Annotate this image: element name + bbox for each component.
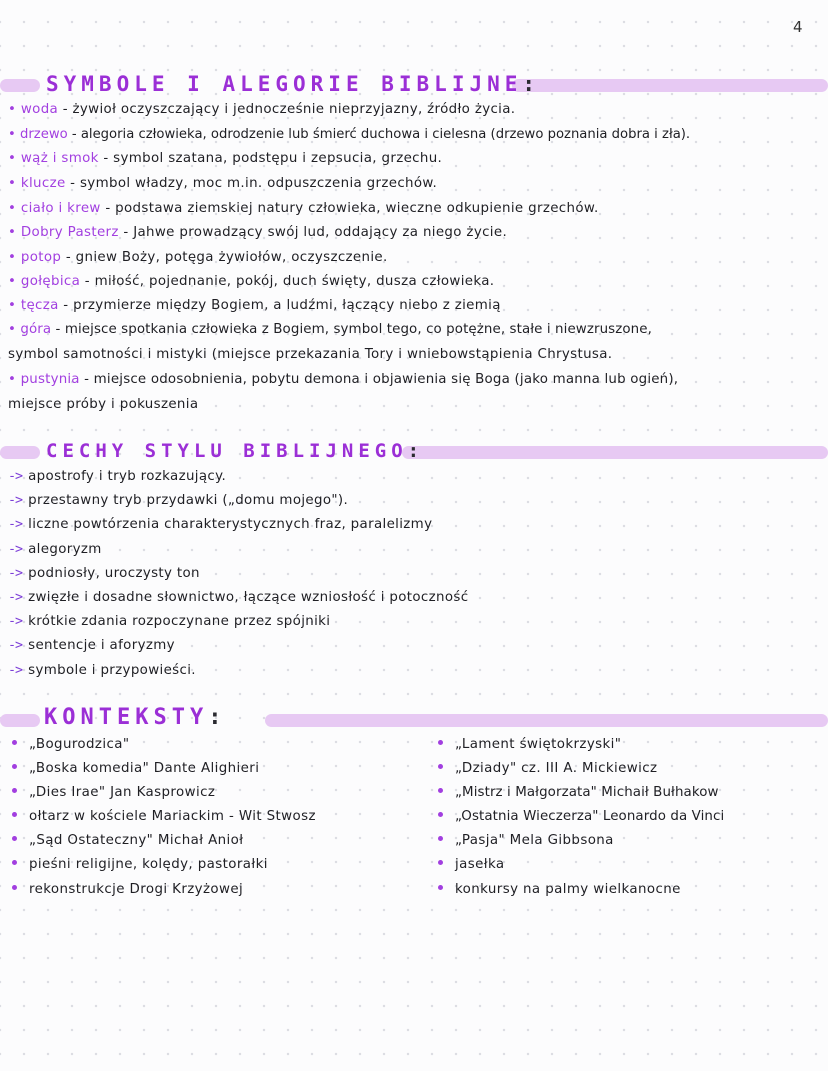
title-colon: : (407, 440, 425, 462)
section-title-symbols (46, 74, 540, 95)
arrow-icon: -> (8, 517, 23, 532)
list-item: -> krótkie zdania rozpoczynane przez spójniki (8, 614, 331, 629)
list-item: • woda - żywioł oczyszczający i jednocześnie nieprzyjazny, źródło życia. (8, 102, 516, 117)
title-word: STYLU (144, 440, 244, 462)
list-item: • drzewo - alegoria człowieka, odrodzenie lub śmierć duchowa i cielesna (drzewo poznania dobra i zła). (8, 127, 691, 142)
list-item-continuation: miejsce próby i pokuszenia (8, 397, 199, 412)
list-item: konkursy na palmy wielkanocne (438, 883, 681, 896)
title-word: KONTEKSTY (44, 705, 209, 730)
symbol-desc: symbol władzy, moc m.in. odpuszczenia grzechów. (79, 176, 438, 191)
symbol-desc: miłość, pojednanie, pokój, duch święty, dusza człowieka. (94, 274, 495, 289)
symbol-key: potop (20, 250, 62, 265)
section-band-right (512, 79, 828, 92)
list-item: jasełka (438, 858, 504, 871)
list-item: -> podniosły, uroczysty ton (8, 566, 200, 581)
section-band-right (265, 714, 828, 727)
symbol-desc: miejsce odosobnienia, pobytu demona i objawienia się Boga (jako manna lub ogień), (93, 372, 679, 387)
symbol-key: drzewo (19, 127, 68, 142)
arrow-icon: -> (8, 614, 23, 629)
bullet-icon (438, 788, 443, 793)
bullet-icon (12, 788, 17, 793)
title-word: BIBLIJNEGO (243, 440, 408, 462)
symbol-desc: miejsce spotkania człowieka z Bogiem, symbol tego, co potężne, stałe i niewzruszone, (64, 322, 652, 337)
list-item: „Mistrz i Małgorzata" Michaił Bułhakow (438, 786, 719, 799)
symbol-key: gołębica (20, 274, 81, 289)
arrow-icon: -> (8, 493, 23, 508)
list-item: „Boska komedia" Dante Alighieri (12, 762, 259, 775)
title-word: I (187, 72, 223, 96)
list-item: „Sąd Ostateczny" Michał Anioł (12, 834, 243, 847)
list-item: „Lament świętokrzyski" (438, 738, 621, 751)
bullet-icon (12, 740, 17, 745)
bullet-icon (438, 860, 443, 865)
symbol-key: Dobry Pasterz (20, 225, 119, 240)
arrow-icon: -> (8, 469, 23, 484)
list-item: -> apostrofy i tryb rozkazujący. (8, 469, 227, 484)
arrow-icon: -> (8, 542, 23, 557)
arrow-icon: -> (8, 663, 23, 678)
section-band-left (0, 79, 40, 92)
list-item: „Bogurodzica" (12, 738, 129, 751)
list-item: • pustynia - miejsce odosobnienia, pobytu demona i objawienia się Boga (jako manna lub ogień), (8, 372, 679, 387)
symbol-desc: przymierze między Bogiem, a ludźmi, łączący niebo z ziemią (73, 298, 501, 313)
bullet-icon (12, 885, 17, 890)
title-word: ALEGORIE (222, 72, 382, 96)
list-item: -> alegoryzm (8, 542, 102, 557)
title-word: SYMBOLE (46, 72, 188, 96)
list-item: -> zwięzłe i dosadne słownictwo, łączące wzniosłość i potoczność (8, 590, 469, 605)
list-item: „Dies Irae" Jan Kasprowicz (12, 786, 215, 799)
symbol-key: tęcza (20, 298, 59, 313)
list-item: rekonstrukcje Drogi Krzyżowej (12, 883, 243, 896)
title-colon: : (208, 705, 227, 730)
list-item: pieśni religijne, kolędy, pastorałki (12, 858, 268, 871)
list-item: -> symbole i przypowieści. (8, 663, 196, 678)
symbol-key: wąż i smok (20, 151, 99, 166)
list-item: -> sentencje i aforyzmy (8, 638, 175, 653)
symbol-desc: podstawa ziemskiej natury człowieka, wieczne odkupienie grzechów. (115, 201, 599, 216)
list-item: ołtarz w kościele Mariackim - Wit Stwosz (12, 810, 316, 823)
symbol-desc: żywioł oczyszczający i jednocześnie nieprzyjazny, źródło życia. (72, 102, 516, 117)
symbol-desc: symbol szatana, podstępu i zepsucia, grzechu. (113, 151, 443, 166)
list-item: -> przestawny tryb przydawki („domu mojego"). (8, 493, 349, 508)
title-colon: : (522, 72, 541, 96)
list-item: • ciało i krew - podstawa ziemskiej natury człowieka, wieczne odkupienie grzechów. (8, 201, 599, 216)
bullet-icon (12, 764, 17, 769)
section-band-right (402, 446, 828, 459)
list-item-continuation: symbol samotności i mistyki (miejsce przekazania Tory i wniebowstąpienia Chrystusa. (8, 347, 613, 362)
symbol-key: woda (20, 102, 59, 117)
bullet-icon (12, 812, 17, 817)
arrow-icon: -> (8, 590, 23, 605)
bullet-icon (438, 836, 443, 841)
bullet-icon (438, 812, 443, 817)
bullet-icon (438, 764, 443, 769)
title-word: CECHY (46, 440, 145, 462)
page-number: 4 (793, 18, 803, 36)
list-item: • gołębica - miłość, pojednanie, pokój, duch święty, dusza człowieka. (8, 274, 495, 289)
symbol-desc: gniew Boży, potęga żywiołów, oczyszczenie. (75, 250, 388, 265)
bullet-icon (12, 836, 17, 841)
list-item: • góra - miejsce spotkania człowieka z Bogiem, symbol tego, co potężne, stałe i niewzruszone, (8, 322, 652, 337)
symbol-key: góra (20, 322, 52, 337)
section-title-contexts (44, 707, 226, 729)
symbol-desc: Jahwe prowadzący swój lud, oddający za niego życie. (133, 225, 508, 240)
list-item: „Ostatnia Wieczerza" Leonardo da Vinci (438, 810, 724, 823)
list-item: -> liczne powtórzenia charakterystycznych fraz, paralelizmy (8, 517, 433, 532)
list-item: • klucze - symbol władzy, moc m.in. odpuszczenia grzechów. (8, 176, 438, 191)
section-band-left (0, 714, 40, 727)
symbol-key: ciało i krew (20, 201, 101, 216)
symbol-desc: alegoria człowieka, odrodzenie lub śmierć duchowa i cielesna (drzewo poznania dobra i zła). (80, 127, 691, 142)
list-item: • potop - gniew Boży, potęga żywiołów, oczyszczenie. (8, 250, 388, 265)
bullet-icon (438, 885, 443, 890)
title-word: BIBLIJNE (381, 72, 523, 96)
bullet-icon (12, 860, 17, 865)
list-item: „Pasja" Mela Gibbsona (438, 834, 614, 847)
list-item: • Dobry Pasterz - Jahwe prowadzący swój lud, oddający za niego życie. (8, 225, 508, 240)
list-item: • wąż i smok - symbol szatana, podstępu i zepsucia, grzechu. (8, 151, 443, 166)
list-item: „Dziady" cz. III A. Mickiewicz (438, 762, 657, 775)
section-band-left (0, 446, 40, 459)
symbol-key: klucze (20, 176, 66, 191)
arrow-icon: -> (8, 638, 23, 653)
bullet-icon (438, 740, 443, 745)
list-item: • tęcza - przymierze między Bogiem, a ludźmi, łączący niebo z ziemią (8, 298, 501, 313)
arrow-icon: -> (8, 566, 23, 581)
symbol-key: pustynia (20, 372, 80, 387)
section-title-style (46, 442, 424, 461)
